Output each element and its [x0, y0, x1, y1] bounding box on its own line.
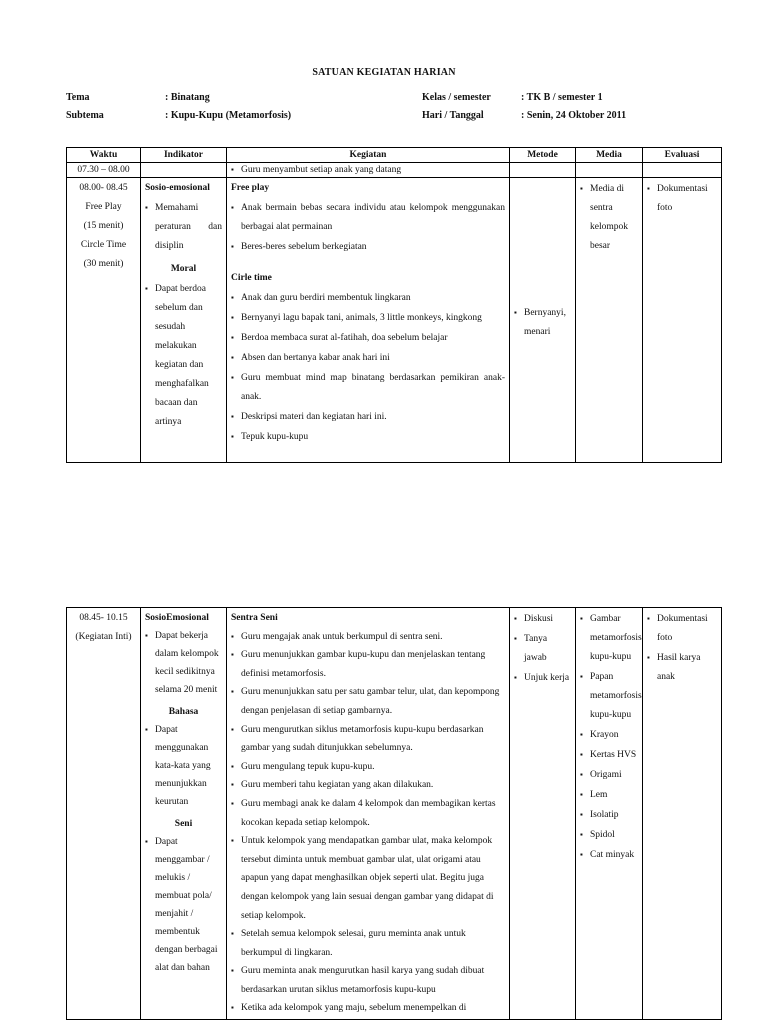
list-item: ▪ Media di sentra kelompok besar	[580, 179, 638, 256]
list-item: ▪ Guru meminta anak mengurutkan hasil karya yang sudah dibuat berdasarkan urutan siklus metamorfosis kupu-kupu	[231, 962, 505, 999]
list-item: ▪ Kertas HVS	[580, 745, 638, 765]
list-item: ▪ Tanya jawab	[514, 629, 571, 668]
waktu-line: Free Play	[85, 202, 122, 212]
list-item: ▪ Cat minyak	[580, 845, 638, 865]
list-item: ▪ Guru membuat mind map binatang berdasarkan pemikiran anak-anak.	[231, 368, 505, 407]
media-cell	[576, 608, 643, 1020]
col-evaluasi: Evaluasi	[643, 148, 722, 163]
indikator-heading: Sosio-emosional	[145, 183, 210, 193]
kegiatan-heading: Cirle time	[231, 273, 272, 283]
list-item: ▪ Gambar metamorfosis kupu-kupu	[580, 609, 638, 667]
media-cell	[576, 178, 643, 463]
waktu-line: Circle Time	[80, 240, 127, 250]
evaluasi-cell	[643, 163, 722, 178]
indikator-cell	[141, 178, 227, 463]
list-item: ▪ Bernyanyi lagu bapak tani, animals, 3 little monkeys, kingkong	[231, 308, 505, 328]
col-indikator: Indikator	[141, 148, 227, 163]
col-metode: Metode	[510, 148, 576, 163]
list-item: ▪ Unjuk kerja	[514, 668, 571, 688]
waktu-cell	[67, 608, 141, 1020]
list-item: ▪ Guru memberi tahu kegiatan yang akan dilakukan.	[231, 776, 505, 795]
list-item: ▪ Berdoa membaca surat al-fatihah, doa sebelum belajar	[231, 328, 505, 348]
waktu-line: 08.45- 10.15	[79, 613, 128, 623]
waktu-line: 08.00- 08.45	[79, 183, 128, 193]
table-row	[67, 608, 722, 1020]
waktu-cell	[67, 178, 141, 463]
col-waktu: Waktu	[67, 148, 141, 163]
list-item: ▪ Setelah semua kelompok selesai, guru meminta anak untuk berkumpul di lingkaran.	[231, 925, 505, 962]
hari-label: Hari / Tanggal	[422, 110, 484, 121]
indikator-heading: Bahasa	[168, 707, 199, 717]
list-item: ▪ Dokumentasi foto	[647, 179, 717, 218]
media-cell	[576, 163, 643, 178]
tema-label: Tema	[66, 92, 90, 103]
metode-cell	[510, 163, 576, 178]
subtema-value: : Kupu-Kupu (Metamorfosis)	[165, 110, 292, 121]
indikator-cell	[141, 608, 227, 1020]
list-item: ▪ Papan metamorfosis kupu-kupu	[580, 667, 638, 725]
kelas-value: : TK B / semester 1	[521, 92, 603, 103]
waktu-line: (30 menit)	[83, 259, 124, 269]
table-row	[67, 178, 722, 463]
evaluasi-cell	[643, 608, 722, 1020]
list-item: ▪ Dapat berdoa sebelum dan sesudah melakukan kegiatan dan menghafalkan bacaan dan artinya	[145, 279, 222, 432]
list-item: ▪ Guru menyambut setiap anak yang datang	[231, 164, 505, 176]
metode-cell	[510, 178, 576, 463]
kelas-label: Kelas / semester	[422, 92, 491, 103]
kegiatan-heading: Free play	[231, 183, 270, 193]
list-item: ▪ Hasil karya anak	[647, 648, 717, 687]
indikator-heading: SosioEmosional	[145, 613, 209, 623]
waktu-line: (15 menit)	[83, 221, 124, 231]
indikator-heading: Moral	[170, 264, 197, 274]
list-item: ▪ Absen dan bertanya kabar anak hari ini	[231, 348, 505, 368]
list-item: ▪ Untuk kelompok yang mendapatkan gambar ulat, maka kelompok tersebut diminta untuk membuat gambar ulat, ulat origami atau apapun yang dapat menghasilkan objek seperti ulat. Begitu juga dengan kelompok yang lain sesuai dengan gambar yang didapat di setiap kelompok.	[231, 832, 505, 925]
list-item: ▪ Lem	[580, 785, 638, 805]
list-item: ▪ Guru menunjukkan satu per satu gambar telur, ulat, dan kepompong dengan penjelasan di setiap gambarnya.	[231, 683, 505, 720]
list-item: ▪ Tepuk kupu-kupu	[231, 427, 505, 447]
kegiatan-cell	[227, 163, 510, 178]
list-item: ▪ Dapat menggunakan kata-kata yang menunjukkan keurutan	[145, 721, 222, 811]
list-item: ▪ Guru mengulang tepuk kupu-kupu.	[231, 758, 505, 777]
list-item: ▪ Memahami peraturan dan disiplin	[145, 198, 222, 256]
list-item: ▪ Dapat menggambar / melukis / membuat pola/ menjahit / membentuk dengan berbagai alat dan bahan	[145, 833, 222, 977]
list-item: ▪ Beres-beres sebelum berkegiatan	[231, 237, 505, 257]
metode-cell	[510, 608, 576, 1020]
list-item: ▪ Spidol	[580, 825, 638, 845]
list-item: ▪ Dokumentasi foto	[647, 609, 717, 648]
table-header-row	[67, 148, 722, 163]
list-item: ▪ Isolatip	[580, 805, 638, 825]
list-item: ▪ Guru mengajak anak untuk berkumpul di sentra seni.	[231, 628, 505, 647]
kegiatan-cell	[227, 178, 510, 463]
list-item: ▪ Guru menunjukkan gambar kupu-kupu dan menjelaskan tentang definisi metamorfosis.	[231, 646, 505, 683]
kegiatan-cell	[227, 608, 510, 1020]
subtema-label: Subtema	[66, 110, 104, 121]
indikator-cell	[141, 163, 227, 178]
evaluasi-cell	[643, 178, 722, 463]
list-item: ▪ Deskripsi materi dan kegiatan hari ini.	[231, 407, 505, 427]
list-item: ▪ Anak dan guru berdiri membentuk lingkaran	[231, 288, 505, 308]
col-media: Media	[576, 148, 643, 163]
list-item: ▪ Origami	[580, 765, 638, 785]
schedule-table-2	[66, 607, 722, 1020]
hari-value: : Senin, 24 Oktober 2011	[521, 110, 627, 121]
list-item: ▪ Krayon	[580, 725, 638, 745]
waktu-cell: 07.30 – 08.00	[67, 163, 141, 178]
list-item: ▪ Bernyanyi, menari	[514, 303, 571, 342]
waktu-line: (Kegiatan Inti)	[75, 632, 132, 642]
list-item: ▪ Dapat bekerja dalam kelompok kecil sedikitnya selama 20 menit	[145, 627, 222, 699]
col-kegiatan: Kegiatan	[227, 148, 510, 163]
indikator-heading: Seni	[174, 819, 193, 829]
list-item: ▪ Guru membagi anak ke dalam 4 kelompok dan membagikan kertas kocokan kepada setiap kelompok.	[231, 795, 505, 832]
list-item: ▪ Ketika ada kelompok yang maju, sebelum menempelkan di	[231, 999, 505, 1018]
schedule-table-1	[66, 147, 722, 463]
tema-value: : Binatang	[165, 92, 210, 103]
list-item: ▪ Diskusi	[514, 609, 571, 629]
kegiatan-heading: Sentra Seni	[231, 613, 278, 623]
list-item: ▪ Anak bermain bebas secara individu atau kelompok menggunakan berbagai alat permainan	[231, 198, 505, 237]
page-title: SATUAN KEGIATAN HARIAN	[312, 67, 456, 78]
list-item: ▪ Guru mengurutkan siklus metamorfosis kupu-kupu berdasarkan gambar yang sudah ditunjukkan sebelumnya.	[231, 721, 505, 758]
table-row	[67, 163, 722, 178]
